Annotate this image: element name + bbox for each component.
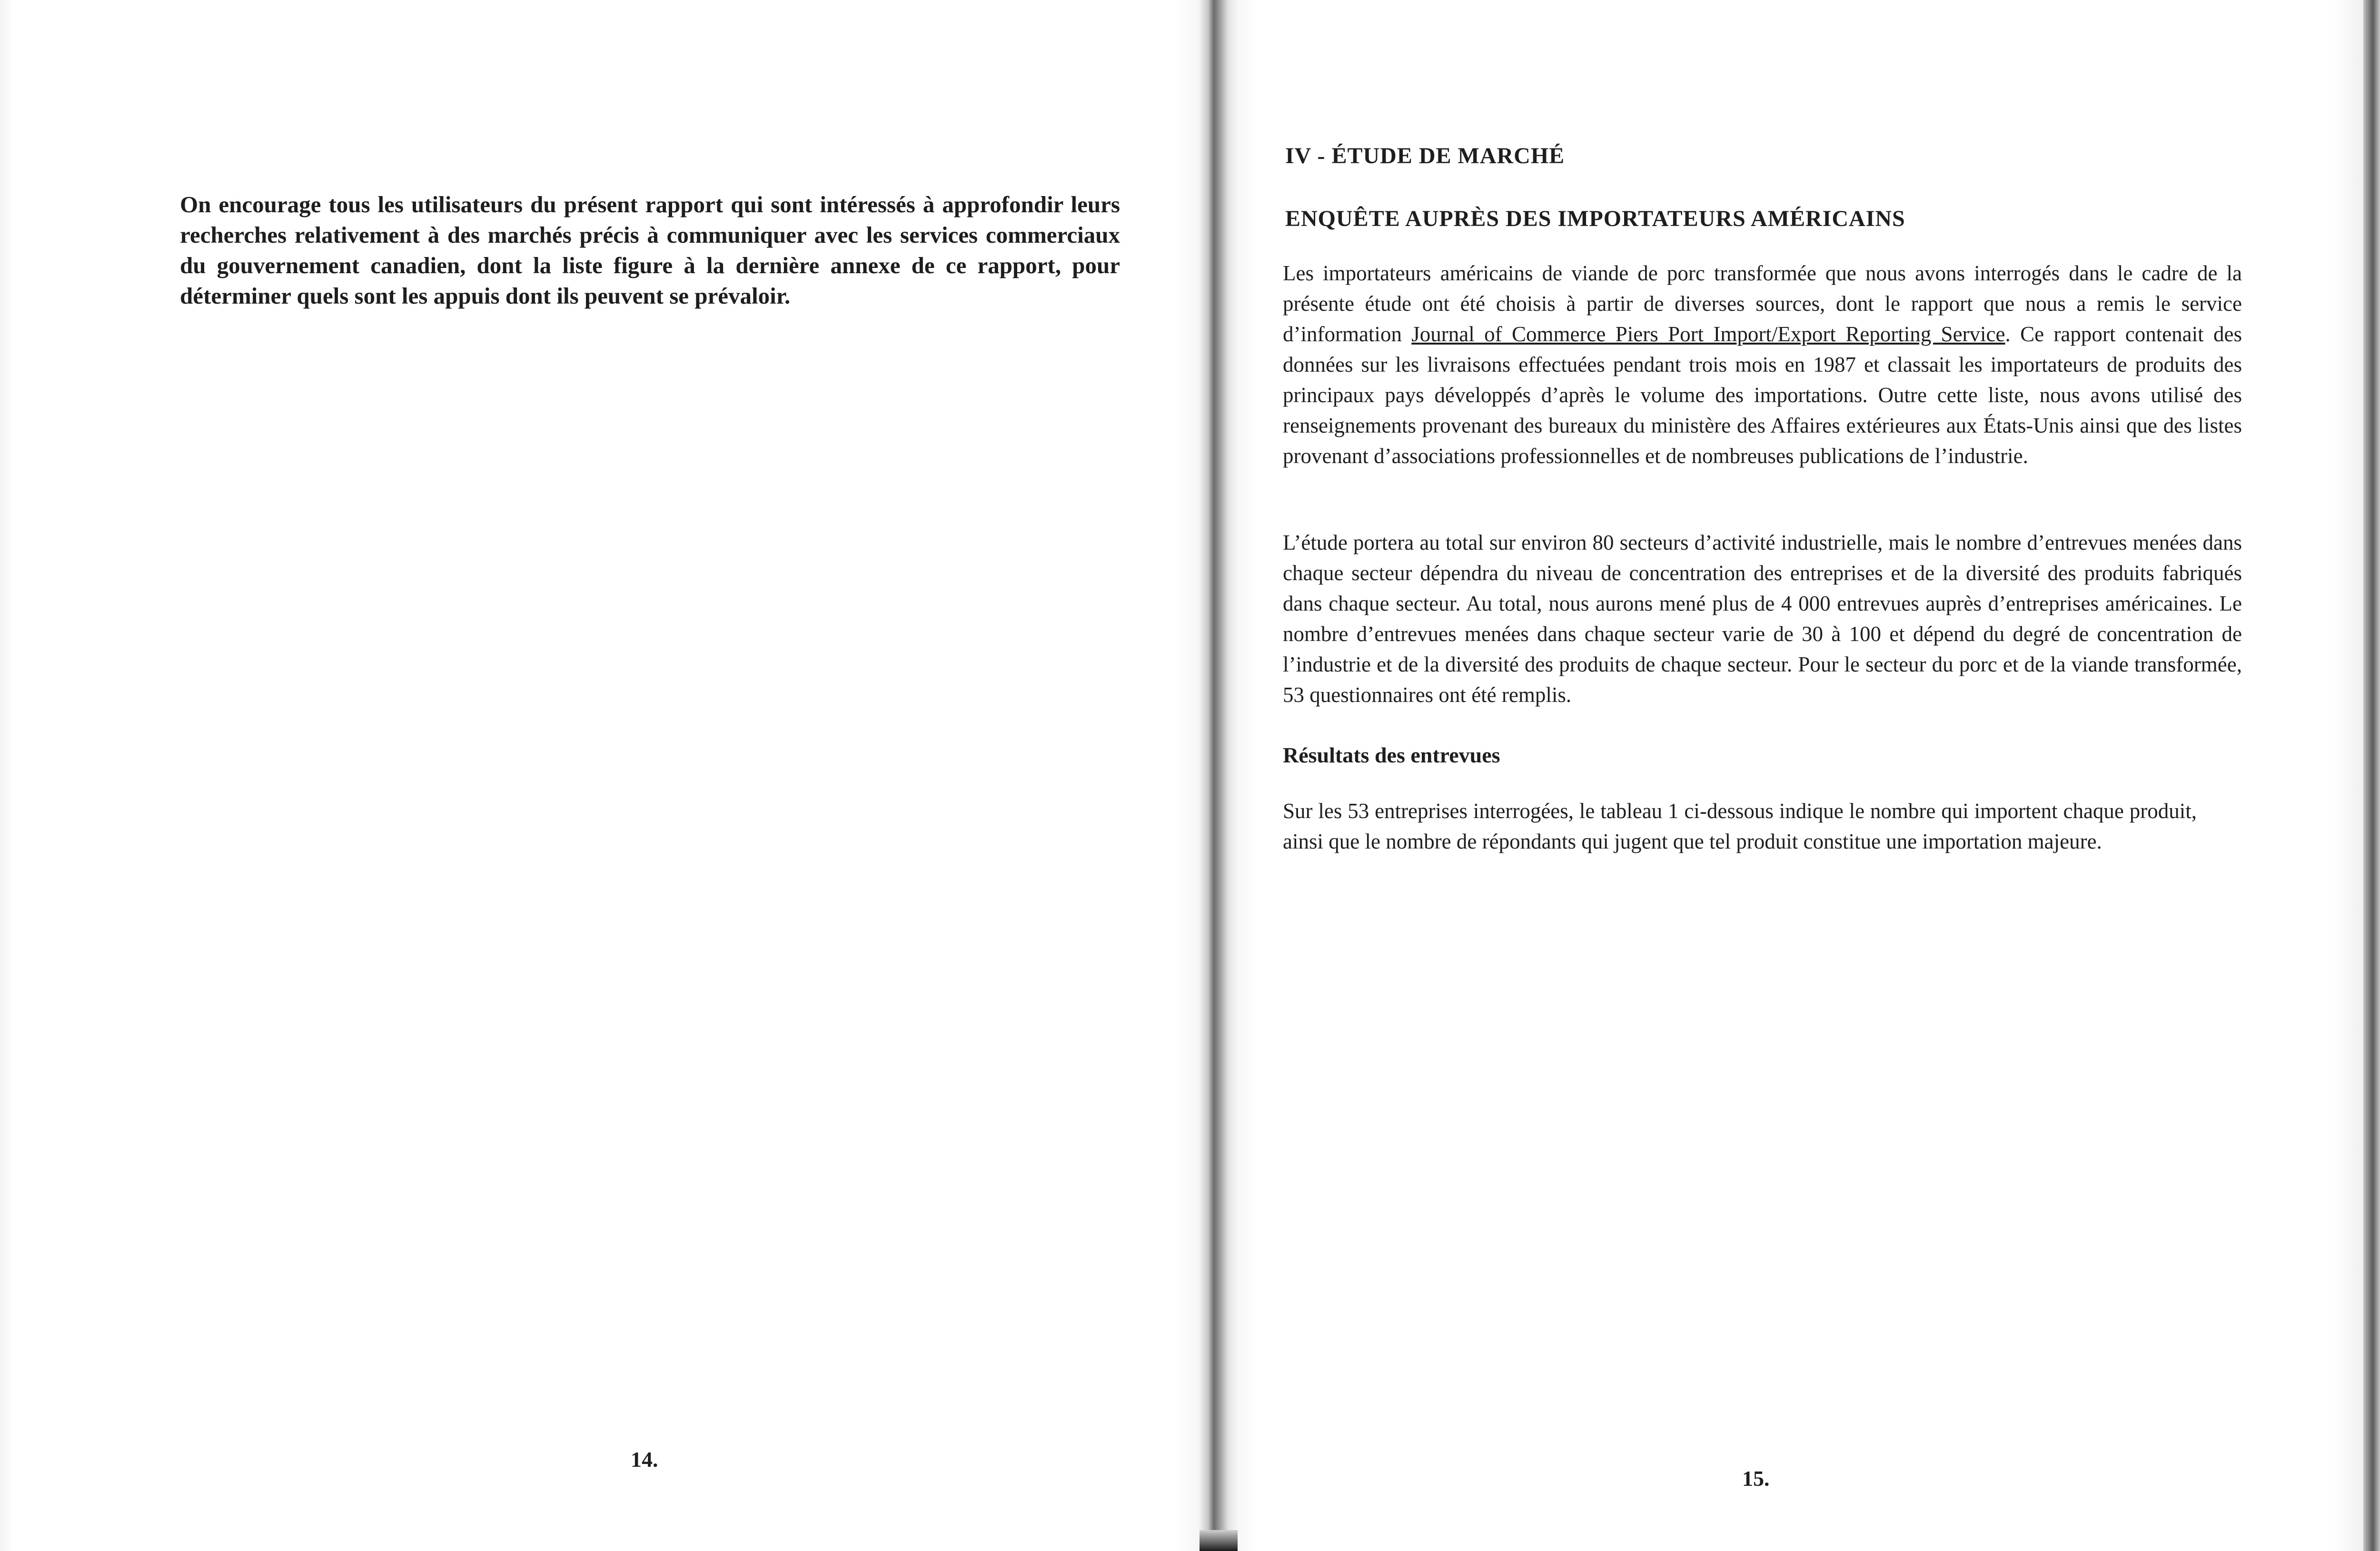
study-scope-paragraph: L’étude portera au total sur environ 80 secteurs d’activité industrielle, mais le nombre d’entrevues menées dans chaque secteur dépendra du niveau de concentration des entreprises et de la diversité des produits fabriqués dans chaque secteur. Au total, nous aurons mené plus de 4 000 entrevues auprès d’entreprises américaines. Le nombre d’entrevues menées dans chaque secteur varie de 30 à 100 et dépend du degré de concentration de l’industrie et de la diversité des produits de chaque secteur. Pour le secteur du porc et de la viande transformée, 53 questionnaires ont été remplis. — [1283, 531, 2242, 707]
survey-subheading: ENQUÊTE AUPRÈS DES IMPORTATEURS AMÉRICAINS — [1285, 206, 1905, 231]
importers-paragraph — [1283, 258, 2242, 471]
results-heading: Résultats des entrevues — [1283, 743, 1500, 767]
right-page-number: 15. — [1742, 1466, 1770, 1491]
left-page-paragraph: On encourage tous les utilisateurs du présent rapport qui sont intéressés à approfondir leurs recherches relativement à des marchés précis à communiquer avec les services commerciaux du gouvernement canadien, dont la liste figure à la dernière annexe de ce rapport, pour déterminer quels sont les appuis dont ils peuvent se prévaloir. — [180, 191, 1120, 309]
results-paragraph: Sur les 53 entreprises interrogées, le tableau 1 ci-dessous indique le nombre qui importent chaque produit, ainsi que le nombre de répondants qui jugent que tel produit constitue une importation majeure. — [1283, 799, 2197, 853]
page-edge — [2363, 0, 2380, 1551]
left-page-number: 14. — [631, 1447, 658, 1472]
gutter-shadow — [1200, 1530, 1242, 1551]
importers-paragraph-intro: Les importateurs américains de viande de porc transformée que nous avons interrogés dans le cadre de la présente étude ont été choisis à partir de diverses sources, dont le rapport que nous a remis le service d’information — [1283, 261, 2242, 346]
book-gutter — [1200, 0, 1238, 1551]
journal-of-commerce-reference: Journal of Commerce Piers Port Import/Export Reporting Service — [1411, 322, 2005, 346]
section-heading: IV - ÉTUDE DE MARCHÉ — [1285, 143, 1565, 168]
right-page — [1238, 0, 2363, 1551]
importers-paragraph-rest: . Ce rapport contenait des données sur les livraisons effectuées pendant trois mois en 1987 et classait les importateurs de produits des principaux pays développés d’après le volume des importations. Outre cette liste, nous avons utilisé des renseignements provenant des bureaux du ministère des Affaires extérieures aux États-Unis ainsi que des listes provenant d’associations professionnelles et de nombreuses publications de l’industrie. — [1283, 322, 2242, 468]
